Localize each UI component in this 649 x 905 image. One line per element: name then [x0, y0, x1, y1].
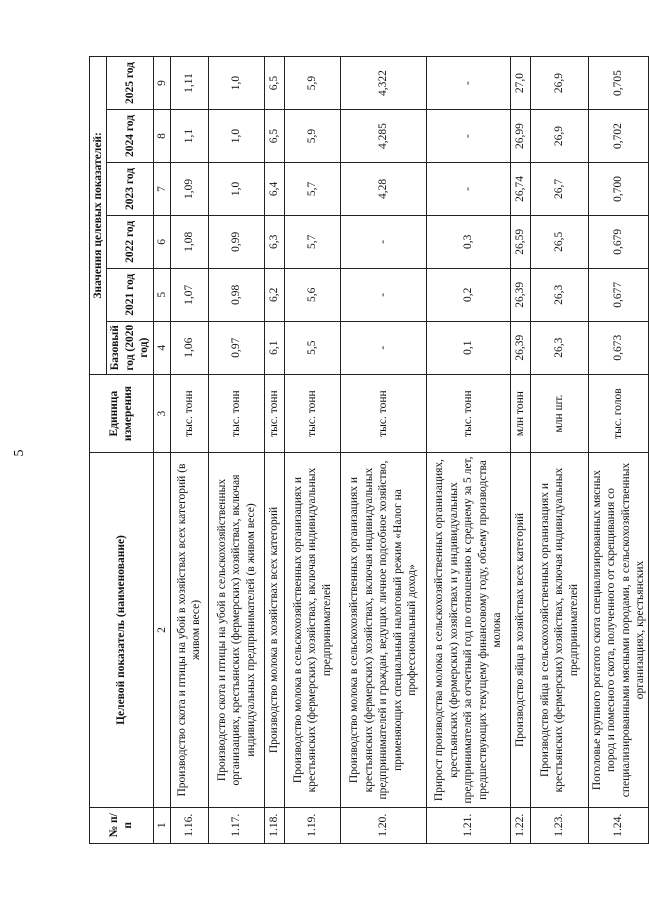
row-value: 0,98 — [208, 268, 264, 321]
row-value: 0,673 — [588, 321, 649, 374]
row-value: 5,6 — [284, 268, 340, 321]
row-value: 0,700 — [588, 162, 649, 215]
row-value: 1,0 — [208, 57, 264, 110]
row-value: 26,9 — [530, 110, 588, 163]
header-num: № п/п — [90, 807, 154, 843]
row-indicator-name: Прирост производства молока в сельскохозяйственных организациях, крестьянских (фермерских) хозяйствах и у индивидуальных предпринимателей за отчетный год по отношению к среднему за 5 лет, предшествующих текущему финансовому году, объему производства молока — [426, 453, 510, 807]
row-value: 27,0 — [510, 57, 530, 110]
row-indicator-name: Производство молока в сельскохозяйственных организациях и крестьянских (фермерских) хозяйствах, включая индивидуальных предпринимателей — [284, 453, 340, 807]
header-year-2023: 2023 год — [107, 162, 153, 215]
table-row — [208, 57, 264, 844]
column-index-row — [153, 57, 170, 844]
row-value: 1,11 — [170, 57, 208, 110]
row-indicator-name: Производство молока в хозяйствах всех категорий — [264, 453, 284, 807]
table-row — [530, 57, 588, 844]
row-value: 0,677 — [588, 268, 649, 321]
row-value: 6,1 — [264, 321, 284, 374]
col-index-cell: 6 — [153, 215, 170, 268]
row-value: 0,3 — [426, 215, 510, 268]
row-indicator-name: Производство яйца в сельскохозяйственных организациях и крестьянских (фермерских) хозяйствах, включая индивидуальных предпринимателей — [530, 453, 588, 807]
row-num: 1.20. — [340, 807, 426, 843]
row-value: 26,9 — [530, 57, 588, 110]
row-num: 1.19. — [284, 807, 340, 843]
header-year-2021: 2021 год — [107, 268, 153, 321]
row-value: 26,59 — [510, 215, 530, 268]
row-value: 0,679 — [588, 215, 649, 268]
row-num: 1.22. — [510, 807, 530, 843]
row-value: 1,08 — [170, 215, 208, 268]
col-index-cell: 3 — [153, 374, 170, 453]
row-value: 26,39 — [510, 268, 530, 321]
row-value: 5,7 — [284, 215, 340, 268]
page-number: 5 — [12, 449, 27, 457]
row-value: 6,3 — [264, 215, 284, 268]
row-value: 4,28 — [340, 162, 426, 215]
row-num: 1.21. — [426, 807, 510, 843]
col-index-cell: 2 — [153, 453, 170, 807]
row-value: 0,702 — [588, 110, 649, 163]
row-value: 4,322 — [340, 57, 426, 110]
col-index-cell: 4 — [153, 321, 170, 374]
row-value: - — [340, 321, 426, 374]
row-unit: млн тонн — [510, 374, 530, 453]
row-num: 1.23. — [530, 807, 588, 843]
row-value: 6,4 — [264, 162, 284, 215]
table-row — [264, 57, 284, 844]
row-value: 1,1 — [170, 110, 208, 163]
row-value: 26,3 — [530, 268, 588, 321]
table-row — [510, 57, 530, 844]
row-num: 1.18. — [264, 807, 284, 843]
row-value: 1,0 — [208, 162, 264, 215]
row-indicator-name: Поголовье крупного рогатого скота специализированных мясных пород и помесного скота, полученного от скрещивания со специализированными мясными породами, в сельскохозяйственных организациях, крестьянских — [588, 453, 649, 807]
row-value: 1,06 — [170, 321, 208, 374]
header-year-2024: 2024 год — [107, 110, 153, 163]
header-year-base: Базовый год (2020 год) — [107, 321, 153, 374]
row-value: 0,99 — [208, 215, 264, 268]
header-year-2022: 2022 год — [107, 215, 153, 268]
row-unit: тыс. тонн — [340, 374, 426, 453]
row-value: 26,5 — [530, 215, 588, 268]
table-row — [340, 57, 426, 844]
col-index-cell: 9 — [153, 57, 170, 110]
table-row — [588, 57, 649, 844]
row-value: 6,2 — [264, 268, 284, 321]
row-value: - — [426, 57, 510, 110]
row-unit: тыс. тонн — [284, 374, 340, 453]
header-values-group: Значения целевых показателей: — [90, 57, 107, 375]
row-value: 6,5 — [264, 57, 284, 110]
row-indicator-name: Производство яйца в хозяйствах всех категорий — [510, 453, 530, 807]
row-num: 1.17. — [208, 807, 264, 843]
row-value: 6,5 — [264, 110, 284, 163]
row-value: - — [340, 268, 426, 321]
row-value: 0,705 — [588, 57, 649, 110]
col-index-cell: 1 — [153, 807, 170, 843]
row-num: 1.24. — [588, 807, 649, 843]
row-value: - — [340, 215, 426, 268]
header-indicator: Целевой показатель (наименование) — [90, 453, 154, 807]
table-row — [426, 57, 510, 844]
row-indicator-name: Производство скота и птицы на убой в хозяйствах всех категорий (в живом весе) — [170, 453, 208, 807]
col-index-cell: 7 — [153, 162, 170, 215]
row-indicator-name: Производство молока в сельскохозяйственных организациях и крестьянских (фермерских) хозяйствах, включая индивидуальных предпринимателей и граждан, ведущих личное подсобное хозяйство, применяющих специальный налоговый режим «Налог на профессиональный доход» — [340, 453, 426, 807]
row-value: 26,74 — [510, 162, 530, 215]
row-value: 5,9 — [284, 57, 340, 110]
rotated-table-container — [89, 56, 646, 844]
row-unit: тыс. тонн — [170, 374, 208, 453]
row-value: 5,5 — [284, 321, 340, 374]
row-unit: тыс. тонн — [426, 374, 510, 453]
row-value: 26,99 — [510, 110, 530, 163]
row-unit: тыс. тонн — [264, 374, 284, 453]
row-value: 26,39 — [510, 321, 530, 374]
row-value: 26,7 — [530, 162, 588, 215]
row-value: 5,9 — [284, 110, 340, 163]
col-index-cell: 5 — [153, 268, 170, 321]
row-value: 0,1 — [426, 321, 510, 374]
row-value: - — [426, 110, 510, 163]
target-indicators-table — [89, 56, 649, 844]
row-unit: млн шт. — [530, 374, 588, 453]
row-unit: тыс. голов — [588, 374, 649, 453]
row-value: 1,09 — [170, 162, 208, 215]
row-value: - — [426, 162, 510, 215]
table-row — [284, 57, 340, 844]
header-year-2025: 2025 год — [107, 57, 153, 110]
row-num: 1.16. — [170, 807, 208, 843]
table-row — [170, 57, 208, 844]
row-value: 5,7 — [284, 162, 340, 215]
row-value: 0,97 — [208, 321, 264, 374]
row-unit: тыс. тонн — [208, 374, 264, 453]
row-value: 26,3 — [530, 321, 588, 374]
header-unit: Единица измерения — [90, 374, 154, 453]
col-index-cell: 8 — [153, 110, 170, 163]
row-value: 0,2 — [426, 268, 510, 321]
row-indicator-name: Производство скота и птицы на убой в сельскохозяйственных организациях, крестьянских (фермерских) хозяйствах, включая индивидуальных предпринимателей (в живом весе) — [208, 453, 264, 807]
row-value: 4,285 — [340, 110, 426, 163]
row-value: 1,0 — [208, 110, 264, 163]
row-value: 1,07 — [170, 268, 208, 321]
